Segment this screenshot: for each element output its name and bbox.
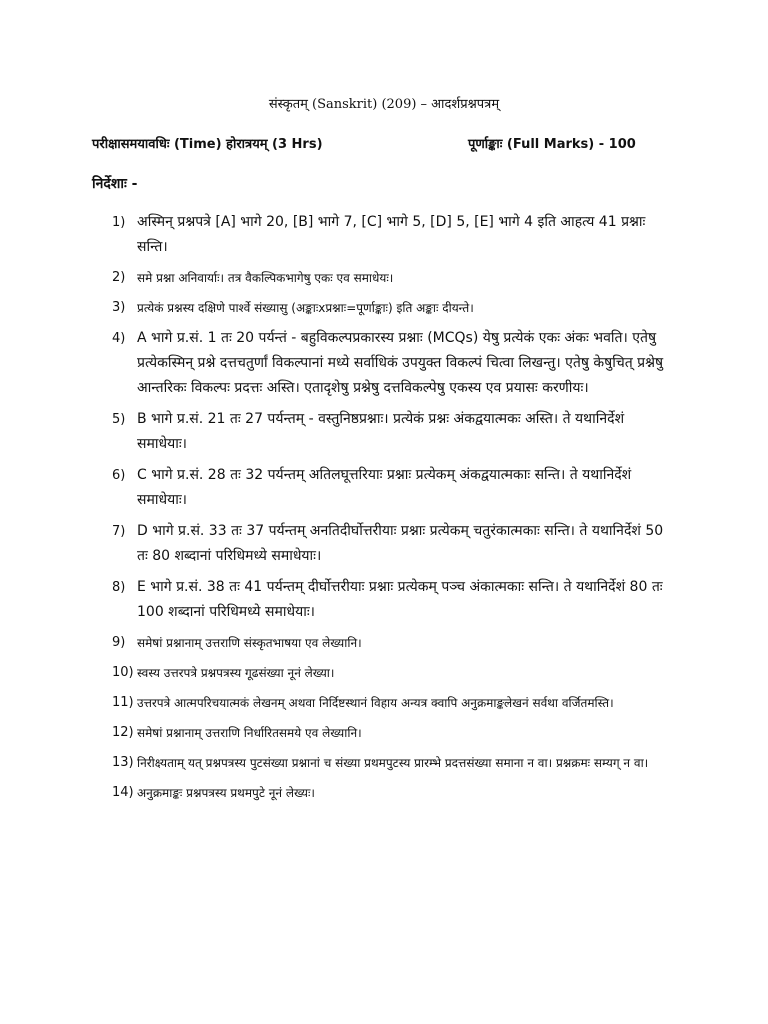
instruction-item — [112, 210, 672, 260]
instructions-list — [112, 210, 672, 811]
instruction-item — [112, 326, 672, 401]
instruction-item — [112, 463, 672, 513]
instruction-text: स्वस्य उत्तरपत्रे प्रश्नपत्रस्य गूढसंख्या नूनं लेख्या। — [137, 666, 335, 680]
instruction-number: 1) — [112, 215, 126, 230]
instruction-text: समेषां प्रश्नानाम् उत्तराणि निर्धारितसमये एव लेख्यानि। — [137, 726, 362, 740]
instruction-item — [112, 691, 672, 715]
instruction-item — [112, 721, 672, 745]
instruction-text: C भागे प्र.सं. 28 तः 32 पर्यन्तम् अतिलघूत्तरियाः प्रश्नाः प्रत्येकम् अंकद्वयात्मकाः सन्ति। ते यथानिर्देशं समाधेयाः। — [137, 467, 632, 508]
instruction-item — [112, 575, 672, 625]
instruction-text: A भागे प्र.सं. 1 तः 20 पर्यन्तं - बहुविकल्पप्रकारस्य प्रश्नाः (MCQs) येषु प्रत्येकं एकः अंकः भवति। एतेषु प्रत्येकस्मिन् प्रश्ने दत्तचतुर्णां विकल्पानां मध्ये सर्वाधिकं उपयुक्त विकल्पं चित्वा लिखन्तु। एतेषु केषुचित् प्रश्नेषु आन्तरिकः विकल्पः प्रदत्तः अस्ति। एतादृशेषु प्रश्नेषु दत्तविकल्पेषु एकस्य एव प्रयासः करणीयः। — [137, 330, 664, 396]
instruction-number: 10) — [112, 665, 134, 680]
instruction-number: 13) — [112, 755, 134, 770]
instruction-number: 6) — [112, 468, 126, 483]
instructions-heading: निर्देशाः - — [92, 176, 138, 192]
instruction-text: B भागे प्र.सं. 21 तः 27 पर्यन्तम् - वस्तुनिष्ठप्रश्नाः। प्रत्येकं प्रश्नः अंकद्वयात्मकः अस्ति। ते यथानिर्देशं समाधेयाः। — [137, 411, 625, 452]
instruction-item — [112, 661, 672, 685]
instruction-text: समे प्रश्ना अनिवार्याः। तत्र वैकल्पिकभागेषु एकः एव समाधेयः। — [137, 271, 394, 285]
instruction-item — [112, 266, 672, 290]
instruction-item — [112, 519, 672, 569]
instruction-text: अस्मिन् प्रश्नपत्रे [A] भागे 20, [B] भागे 7, [C] भागे 5, [D] 5, [E] भागे 4 इति आहत्य 41 प्रश्नाः सन्ति। — [137, 214, 646, 255]
instruction-text: निरीक्ष्यताम् यत् प्रश्नपत्रस्य पुटसंख्या प्रश्नानां च संख्या प्रथमपुटस्य प्रारम्भे प्रदत्तसंख्या समाना न वा। प्रश्नक्रमः सम्यग् न वा। — [137, 756, 649, 770]
instruction-text: अनुक्रमाङ्कः प्रश्नपत्रस्य प्रथमपुटे नूनं लेख्यः। — [137, 786, 315, 800]
instruction-item — [112, 781, 672, 805]
instruction-number: 5) — [112, 412, 126, 427]
instruction-number: 7) — [112, 524, 126, 539]
instruction-item — [112, 631, 672, 655]
instruction-number: 3) — [112, 300, 126, 315]
instruction-number: 4) — [112, 331, 126, 346]
instruction-number: 11) — [112, 695, 134, 710]
instruction-item — [112, 296, 672, 320]
instruction-text: समेषां प्रश्नानाम् उत्तराणि संस्कृतभाषया एव लेख्यानि। — [137, 636, 362, 650]
exam-full-marks: पूर्णाङ्काः (Full Marks) - 100 — [468, 137, 636, 152]
document-title: संस्कृतम् (Sanskrit) (209) – आदर्शप्रश्नपत्रम् — [268, 97, 500, 112]
instruction-text: E भागे प्र.सं. 38 तः 41 पर्यन्तम् दीर्घोत्तरीयाः प्रश्नाः प्रत्येकम् पञ्च अंकात्मकाः सन्ति। ते यथानिर्देशं 80 तः 100 शब्दानां परिधिमध्ये समाधेयाः। — [137, 579, 663, 620]
instruction-number: 8) — [112, 580, 126, 595]
instruction-number: 9) — [112, 635, 126, 650]
instruction-number: 12) — [112, 725, 134, 740]
instruction-text: उत्तरपत्रे आत्मपरिचयात्मकं लेखनम् अथवा निर्दिष्टस्थानं विहाय अन्यत्र क्वापि अनुक्रमाङ्कलेखनं सर्वथा वर्जितमस्ति। — [137, 696, 614, 710]
instruction-number: 2) — [112, 270, 126, 285]
instruction-item — [112, 751, 672, 775]
instruction-item — [112, 407, 672, 457]
instruction-text: प्रत्येकं प्रश्नस्य दक्षिणे पार्श्वे संख्यासु (अङ्काःxप्रश्नाः=पूर्णाङ्काः) इति अङ्काः दीयन्ते। — [137, 301, 474, 315]
instruction-text: D भागे प्र.सं. 33 तः 37 पर्यन्तम् अनतिदीर्घोत्तरीयाः प्रश्नाः प्रत्येकम् चतुरंकात्मकाः सन्ति। ते यथानिर्देशं 50 तः 80 शब्दानां परिधिमध्ये समाधेयाः। — [137, 523, 664, 564]
exam-time: परीक्षासमयावधिः (Time) होरात्रयम् (3 Hrs) — [92, 137, 323, 152]
instruction-number: 14) — [112, 785, 134, 800]
